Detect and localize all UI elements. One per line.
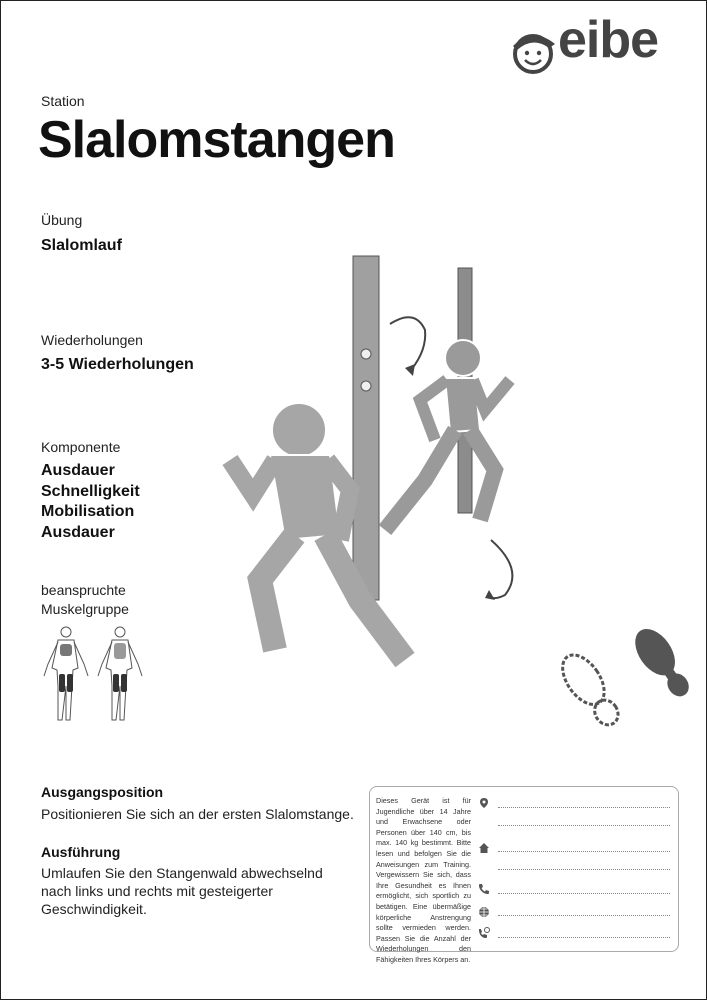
contact-line — [498, 825, 670, 826]
location-icon — [478, 797, 490, 809]
globe-icon — [478, 906, 490, 918]
component-item: Ausdauer — [41, 523, 115, 541]
repetitions-value: 3-5 Wiederholungen — [41, 356, 194, 373]
muscle-label-line: Muskelgruppe — [41, 600, 129, 617]
start-position-text: Positionieren Sie sich an der ersten Slalomstange. — [41, 806, 354, 822]
execution-line: Geschwindigkeit. — [41, 901, 147, 917]
home-icon — [478, 842, 490, 854]
contact-line — [498, 869, 670, 870]
exercise-value: Slalomlauf — [41, 237, 122, 254]
start-position-title: Ausgangsposition — [41, 784, 164, 800]
components-label: Komponente — [41, 439, 121, 455]
contact-line — [498, 937, 670, 938]
safety-disclaimer-box — [369, 786, 679, 964]
safety-disclaimer-text: Dieses Gerät ist für Jugendliche über 14 Jahre und Erwachsene oder Personen über 140 cm, bis max. 140 kg bestimmt. Bitte lesen und befolgen Sie die Anweisungen zum Training. Vergewissern Sie sich, dass Ihre Gesundheit es Ihnen ermöglicht, sich sportlich zu betätigen. Eine übermäßige körperliche Anstrengung sollte vermieden werden. Passen Sie die Anzahl der Wiederholungen den Fähigkeiten Ihres Körpers an. — [376, 796, 471, 964]
components-list — [41, 461, 140, 543]
muscle-group-label — [41, 581, 129, 618]
emergency-phone-icon — [478, 927, 490, 939]
contact-line — [498, 807, 670, 808]
contact-line — [498, 915, 670, 916]
muscle-label-line: beanspruchte — [41, 582, 126, 598]
component-item: Ausdauer — [41, 462, 115, 479]
station-label: Station — [41, 93, 85, 109]
slalom-illustration — [215, 250, 545, 680]
execution-line: Umlaufen Sie den Stangenwald abwechselnd — [41, 865, 323, 881]
footprints-icon — [552, 622, 697, 734]
brand-name: eibe — [558, 11, 659, 69]
phone-icon — [478, 883, 490, 895]
muscle-anatomy-icon — [40, 624, 150, 724]
component-item: Mobilisation — [41, 503, 135, 520]
exercise-label: Übung — [41, 212, 83, 228]
contact-line — [498, 893, 670, 894]
page-title: Slalomstangen — [38, 111, 395, 169]
execution-text — [41, 864, 341, 918]
execution-title: Ausführung — [41, 844, 121, 860]
repetitions-label: Wiederholungen — [41, 332, 143, 348]
component-item: Schnelligkeit — [41, 482, 140, 500]
execution-line: nach links und rechts mit gesteigerter — [41, 883, 273, 899]
contact-line — [498, 851, 670, 852]
